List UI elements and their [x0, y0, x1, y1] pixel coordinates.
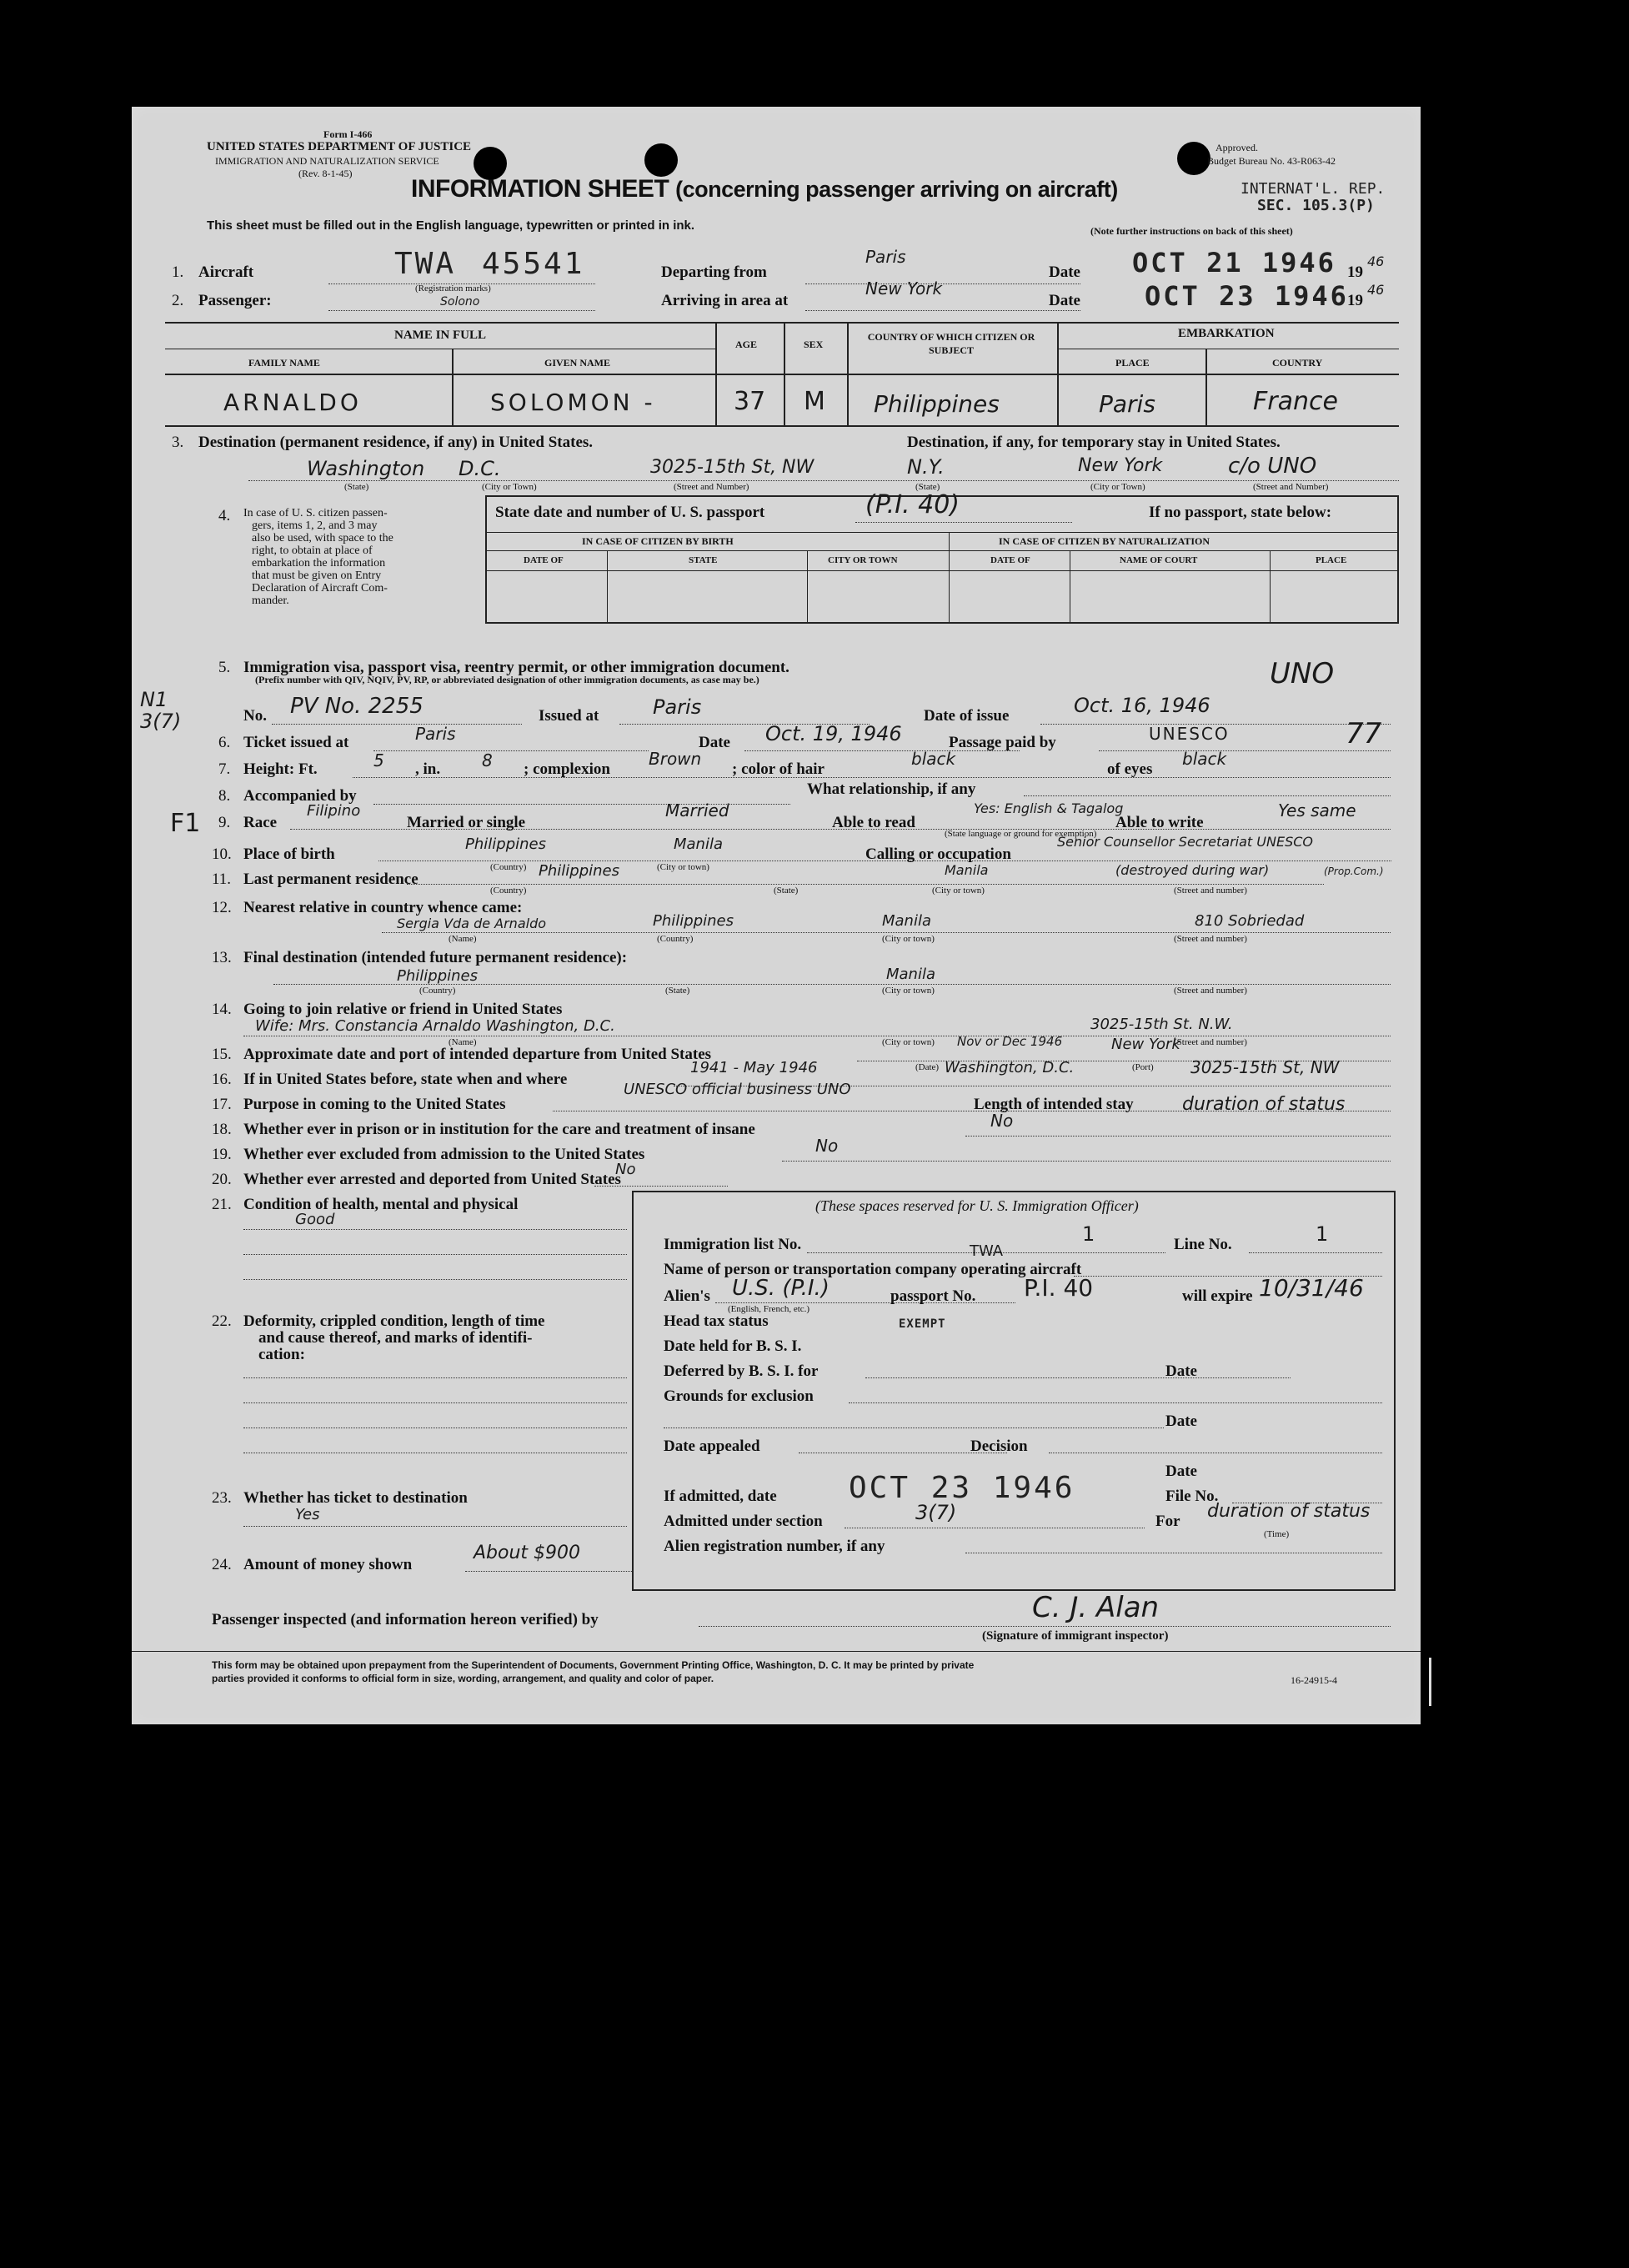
row21-num: 21.	[212, 1196, 232, 1213]
last-res-country: Philippines	[539, 862, 619, 880]
departure-label: Approximate date and port of intended departure from United States	[243, 1046, 712, 1063]
height-ft: 5	[373, 750, 384, 770]
print-note-1: This form may be obtained upon prepayment from the Superintendent of Documents, Government Printing Office, Washington, D. C. It may be printed by private	[212, 1659, 975, 1671]
section-stamp: SEC. 105.3(P)	[1257, 197, 1375, 214]
admitted-date-label: If admitted, date	[664, 1488, 777, 1505]
row24-num: 24.	[212, 1556, 232, 1573]
row19-num: 19.	[212, 1146, 232, 1163]
last-res-country-cap: (Country)	[490, 886, 527, 896]
row16-num: 16.	[212, 1071, 232, 1088]
row14-num: 14.	[212, 1001, 232, 1018]
year1: 46	[1367, 253, 1385, 269]
row5-num: 5.	[218, 659, 231, 676]
ticket-value: Paris	[415, 724, 456, 744]
punch-hole-middle	[644, 143, 678, 177]
destination-label: Destination (permanent residence, if any) in United States.	[198, 434, 594, 451]
age-header: AGE	[735, 339, 758, 350]
birth-city-cap: (City or town)	[657, 862, 709, 872]
stay-value: duration of status	[1182, 1094, 1346, 1115]
service: IMMIGRATION AND NATURALIZATION SERVICE	[215, 155, 439, 167]
dest-street-cap: (Street and Number)	[674, 482, 749, 492]
title-main: INFORMATION SHEET	[411, 175, 669, 203]
relative-name: Sergia Vda de Arnaldo	[397, 916, 547, 931]
grounds-label: Grounds for exclusion	[664, 1387, 814, 1405]
issued-at-label: Issued at	[539, 707, 599, 725]
for-label: For	[1155, 1513, 1180, 1530]
aircraft-stamp: 45541	[482, 247, 585, 281]
passport-label: State date and number of U. S. passport	[495, 504, 765, 521]
nat-place-header: PLACE	[1316, 555, 1347, 565]
dest-street: 3025-15th St, NW	[650, 457, 814, 478]
r4-line: that must be given on Entry	[252, 570, 382, 582]
aircraft-label: Aircraft	[198, 263, 254, 281]
edge-mark	[1429, 1658, 1431, 1706]
relationship-label: What relationship, if any	[807, 780, 976, 798]
row9-num: 9.	[218, 814, 231, 831]
budget-bureau: Budget Bureau No. 43-R063-42	[1207, 155, 1336, 167]
line-no-value: 1	[1316, 1222, 1329, 1246]
deferred-date-label: Date	[1165, 1362, 1197, 1380]
row23-num: 23.	[212, 1489, 232, 1507]
embark-place-value: Paris	[1099, 390, 1155, 418]
for-value: duration of status	[1207, 1501, 1371, 1522]
r4-line: In case of U. S. citizen passen-	[243, 507, 388, 519]
final-dest-city: Manila	[886, 966, 936, 983]
passenger-label: Passenger:	[198, 292, 272, 309]
internat-rep-stamp: INTERNAT'L. REP.	[1241, 180, 1386, 198]
inspected-label: Passenger inspected (and information hereon verified) by	[212, 1611, 599, 1628]
birth-country: Philippines	[465, 835, 546, 853]
complexion-value: Brown	[649, 749, 702, 769]
birth-date-header: DATE OF	[524, 555, 564, 565]
temp-street: c/o UNO	[1228, 454, 1317, 479]
join-name-cap: (Name)	[449, 1037, 477, 1047]
height-in: 8	[482, 750, 493, 770]
before-street: 3025-15th St, NW	[1190, 1057, 1340, 1077]
money-value: About $900	[474, 1543, 581, 1563]
temp-city: New York	[1078, 455, 1163, 476]
officer-header: (These spaces reserved for U. S. Immigration Officer)	[815, 1197, 1139, 1214]
birth-state-header: STATE	[689, 555, 718, 565]
birth-country-cap: (Country)	[490, 862, 527, 872]
arriving-label: Arriving in area at	[661, 292, 789, 309]
prison-value: No	[990, 1111, 1014, 1131]
last-residence-label: Last permanent residence	[243, 871, 419, 888]
race-value: Filipino	[307, 802, 361, 820]
dest-city-cap: (City or Town)	[482, 482, 537, 492]
ticket-label: Ticket issued at	[243, 734, 349, 751]
health-label: Condition of health, mental and physical	[243, 1196, 519, 1213]
issued-at-value: Paris	[653, 695, 702, 719]
head-tax-label: Head tax status	[664, 1312, 769, 1330]
row4-instructions	[243, 507, 393, 607]
grounds-date-label: Date	[1165, 1412, 1197, 1430]
row1-num: 1.	[172, 263, 184, 281]
row2-num: 2.	[172, 292, 184, 309]
dest-city: D.C.	[459, 457, 501, 480]
family-name-header: FAMILY NAME	[248, 357, 320, 369]
operator-label: Name of person or transportation company operating aircraft	[664, 1261, 1082, 1278]
time-cap: (Time)	[1264, 1529, 1290, 1539]
aliens-label: Alien's	[664, 1287, 710, 1305]
purpose-value: UNESCO official business UNO	[624, 1081, 851, 1098]
temp-city-cap: (City or Town)	[1090, 482, 1145, 492]
final-dest-country: Philippines	[397, 967, 478, 985]
final-city-cap: (City or town)	[882, 986, 935, 996]
instructions: This sheet must be filled out in the English language, typewritten or printed in ink.	[207, 218, 695, 233]
visa-label: Immigration visa, passport visa, reentry permit, or other immigration document.	[243, 659, 789, 676]
married-label: Married or single	[407, 814, 526, 831]
eyes-value: black	[1182, 749, 1227, 769]
country-header: COUNTRY OF WHICH CITIZEN OR SUBJECT	[867, 331, 1035, 356]
last-res-street-cap: (Street and number)	[1174, 886, 1247, 896]
ticket-date-label: Date	[699, 734, 730, 751]
date1-label: Date	[1049, 263, 1080, 281]
mark-77: 77	[1346, 717, 1382, 750]
row13-num: 13.	[212, 949, 232, 966]
married-value: Married	[665, 800, 729, 820]
departing-value: Paris	[865, 247, 906, 267]
passenger-value: Solono	[440, 295, 480, 309]
sex-value: M	[804, 387, 825, 416]
purpose-label: Purpose in coming to the United States	[243, 1096, 506, 1113]
relative-name-cap: (Name)	[449, 934, 477, 944]
given-name-header: GIVEN NAME	[544, 357, 611, 369]
title-sub: (concerning passenger arriving on aircraft)	[675, 177, 1118, 202]
race-label: Race	[243, 814, 278, 831]
form-code: 16-24915-4	[1291, 1674, 1337, 1686]
r4-line: gers, items 1, 2, and 3 may	[252, 519, 378, 532]
line-no-label: Line No.	[1174, 1236, 1232, 1253]
last-res-state-cap: (State)	[774, 886, 799, 896]
date1-stamp: OCT 21 1946	[1132, 247, 1336, 278]
excluded-label: Whether ever excluded from admission to the United States	[243, 1146, 645, 1163]
hair-label: ; color of hair	[732, 760, 825, 778]
visa-uno: UNO	[1270, 657, 1335, 690]
departure-port: New York	[1111, 1036, 1180, 1053]
complexion-label: ; complexion	[524, 760, 610, 778]
row6-num: 6.	[218, 734, 231, 751]
embarkation-header: EMBARKATION	[1178, 327, 1275, 340]
family-name-value: ARNALDO	[223, 389, 362, 416]
nat-court-header: NAME OF COURT	[1120, 555, 1198, 565]
read-value: Yes: English & Tagalog	[974, 800, 1124, 816]
paid-by-label: Passage paid by	[949, 734, 1056, 751]
departure-date-cap: (Date)	[915, 1062, 940, 1072]
expire-label: will expire	[1182, 1287, 1253, 1305]
ticket-dest-value: Yes	[295, 1506, 320, 1523]
relative-street-cap: (Street and number)	[1174, 934, 1247, 944]
name-in-full-header: NAME IN FULL	[394, 329, 487, 342]
citizen-by-naturalization: IN CASE OF CITIZEN BY NATURALIZATION	[999, 535, 1210, 547]
held-label: Date held for B. S. I.	[664, 1337, 802, 1355]
join-label: Going to join relative or friend in United States	[243, 1001, 563, 1018]
money-label: Amount of money shown	[243, 1556, 413, 1573]
final-country-cap: (Country)	[419, 986, 456, 996]
last-res-street: (destroyed during war)	[1115, 862, 1270, 878]
section-label: Admitted under section	[664, 1513, 823, 1530]
stay-label: Length of intended stay	[974, 1096, 1134, 1113]
row18-num: 18.	[212, 1121, 232, 1138]
row4-num: 4.	[218, 507, 231, 524]
relative-country: Philippines	[653, 912, 734, 930]
aircraft-value: TWA	[394, 247, 457, 281]
last-res-city-cap: (City or town)	[932, 886, 985, 896]
admitted-date-stamp: OCT 23 1946	[849, 1471, 1075, 1505]
before-label: If in United States before, state when and where	[243, 1071, 568, 1088]
alien-passport-value: P.I. 40	[1024, 1274, 1094, 1302]
date-of-issue-label: Date of issue	[924, 707, 1010, 725]
deported-label: Whether ever arrested and deported from United States	[243, 1171, 621, 1188]
aliens-value: U.S. (P.I.)	[732, 1276, 830, 1301]
file-no-label: File No.	[1165, 1488, 1219, 1505]
departure-port-cap: (Port)	[1132, 1062, 1154, 1072]
deformity-label-3: cation:	[258, 1346, 305, 1363]
year1-prefix: 19	[1347, 263, 1363, 281]
appealed-label: Date appealed	[664, 1438, 760, 1455]
departure-value: Nov or Dec 1946	[957, 1034, 1063, 1049]
row22-num: 22.	[212, 1312, 232, 1330]
expire-value: 10/31/46	[1259, 1274, 1364, 1302]
date2-stamp: OCT 23 1946	[1145, 280, 1349, 312]
departing-label: Departing from	[661, 263, 767, 281]
r4-line: mander.	[252, 595, 289, 607]
birth-city: Manila	[674, 835, 724, 853]
join-street-cap: (Street and number)	[1174, 1037, 1247, 1047]
visa-no-value: PV No. 2255	[290, 694, 424, 719]
department: UNITED STATES DEPARTMENT OF JUSTICE	[207, 140, 472, 153]
form-sheet	[132, 107, 1421, 1724]
join-city-cap: (City or town)	[882, 1037, 935, 1047]
margin-note-n1: N1 3(7)	[140, 688, 182, 733]
alien-passport-label: passport No.	[890, 1287, 976, 1305]
relative-country-cap: (Country)	[657, 934, 694, 944]
row11-num: 11.	[212, 871, 232, 888]
decision-date-label: Date	[1165, 1463, 1197, 1480]
dest-state: Washington	[307, 457, 425, 480]
last-res-extra: (Prop.Com.)	[1324, 866, 1384, 877]
relative-label: Nearest relative in country whence came:	[243, 899, 523, 916]
eyes-label: of eyes	[1107, 760, 1153, 778]
row7-num: 7.	[218, 760, 231, 778]
excluded-value: No	[815, 1136, 839, 1156]
birth-city-header: CITY OR TOWN	[828, 555, 898, 565]
relative-street: 810 Sobriedad	[1195, 912, 1305, 930]
height-in-label: , in.	[415, 760, 441, 778]
given-name-value: SOLOMON -	[490, 389, 656, 416]
r4-line: right, to obtain at place of	[252, 544, 373, 557]
deported-value: No	[615, 1161, 636, 1178]
row8-num: 8.	[218, 787, 231, 805]
passport-value: (P.I. 40)	[865, 490, 960, 519]
alien-reg-label: Alien registration number, if any	[664, 1538, 885, 1555]
embark-country-value: France	[1253, 387, 1338, 416]
aircraft-caption: (Registration marks)	[415, 284, 491, 294]
write-value: Yes same	[1278, 800, 1356, 820]
form-number: Form I-466	[323, 128, 373, 140]
ticket-date-value: Oct. 19, 1946	[765, 722, 902, 745]
temp-state: N.Y.	[907, 455, 945, 479]
row10-num: 10.	[212, 845, 232, 863]
section-value: 3(7)	[915, 1501, 957, 1524]
place-header: PLACE	[1115, 357, 1150, 369]
dest-state-cap: (State)	[344, 482, 369, 492]
operator-value: TWA	[970, 1242, 1004, 1260]
aliens-sub: (English, French, etc.)	[728, 1304, 810, 1314]
accompanied-label: Accompanied by	[243, 787, 357, 805]
ecountry-header: COUNTRY	[1272, 357, 1323, 369]
list-no-label: Immigration list No.	[664, 1236, 802, 1253]
row20-num: 20.	[212, 1171, 232, 1188]
form-title	[411, 175, 1118, 203]
r4-line: also be used, with space to the	[252, 532, 393, 544]
final-dest-label: Final destination (intended future permanent residence):	[243, 949, 628, 966]
date2-label: Date	[1049, 292, 1080, 309]
row17-num: 17.	[212, 1096, 232, 1113]
height-label: Height: Ft.	[243, 760, 318, 778]
punch-hole-right	[1177, 142, 1210, 175]
health-value: Good	[295, 1211, 335, 1228]
final-state-cap: (State)	[665, 986, 690, 996]
temp-destination-label: Destination, if any, for temporary stay in United States.	[907, 434, 1281, 451]
head-tax-value: EXEMPT	[899, 1317, 946, 1331]
relative-city: Manila	[882, 912, 932, 930]
before-where: Washington, D.C.	[945, 1059, 1075, 1076]
hair-value: black	[911, 749, 956, 769]
before-value: 1941 - May 1946	[690, 1059, 818, 1076]
paid-by-value: UNESCO	[1149, 724, 1230, 744]
arriving-value: New York	[865, 278, 943, 299]
citizen-by-birth: IN CASE OF CITIZEN BY BIRTH	[582, 535, 734, 547]
row12-num: 12.	[212, 899, 232, 916]
final-street-cap: (Street and number)	[1174, 986, 1247, 996]
citizen-country-value: Philippines	[874, 390, 1000, 418]
decision-label: Decision	[970, 1438, 1028, 1455]
deferred-label: Deferred by B. S. I. for	[664, 1362, 819, 1380]
year2: 46	[1367, 282, 1385, 298]
r4-line: Declaration of Aircraft Com-	[252, 582, 388, 595]
print-note-2: parties provided it conforms to official form in size, wording, arrangement, and quality and color of paper.	[212, 1673, 714, 1684]
ticket-dest-label: Whether has ticket to destination	[243, 1489, 468, 1507]
r4-line: embarkation the information	[252, 557, 386, 570]
no-passport-label: If no passport, state below:	[1149, 504, 1332, 521]
deformity-label-2: and cause thereof, and marks of identifi-	[258, 1329, 533, 1347]
deformity-label-1: Deformity, crippled condition, length of time	[243, 1312, 545, 1330]
occupation-value: Senior Counsellor Secretariat UNESCO	[1057, 834, 1313, 850]
visa-no-label: No.	[243, 707, 267, 725]
write-label: Able to write	[1115, 814, 1204, 831]
read-sub: (State language or ground for exemption)	[945, 829, 1097, 839]
revision: (Rev. 8-1-45)	[298, 168, 353, 179]
age-value: 37	[734, 387, 766, 416]
date-of-issue-value: Oct. 16, 1946	[1074, 694, 1210, 717]
birthplace-label: Place of birth	[243, 845, 335, 863]
nat-date-header: DATE OF	[990, 555, 1030, 565]
row3-num: 3.	[172, 434, 184, 451]
approved-label: Approved.	[1215, 142, 1258, 153]
temp-street-cap: (Street and Number)	[1253, 482, 1329, 492]
inspector-signature: C. J. Alan	[1032, 1591, 1160, 1624]
relative-city-cap: (City or town)	[882, 934, 935, 944]
read-label: Able to read	[832, 814, 915, 831]
sex-header: SEX	[804, 339, 824, 350]
join-value: Wife: Mrs. Constancia Arnaldo Washington, D.C.	[255, 1017, 615, 1035]
visa-sub: (Prefix number with QIV, NQIV, PV, RP, or abbreviated designation of other immigration documents, as case may be.)	[255, 674, 759, 685]
instructions-right: (Note further instructions on back of this sheet)	[1090, 225, 1293, 237]
margin-note-f1: F1	[170, 809, 201, 838]
year2-prefix: 19	[1347, 292, 1363, 309]
prison-label: Whether ever in prison or in institution for the care and treatment of insane	[243, 1121, 755, 1138]
last-res-city: Manila	[945, 862, 989, 878]
occupation-label: Calling or occupation	[865, 845, 1011, 863]
signature-caption: (Signature of immigrant inspector)	[982, 1629, 1169, 1643]
list-no-value: 1	[1082, 1222, 1095, 1246]
join-street: 3025-15th St. N.W.	[1090, 1016, 1233, 1033]
row15-num: 15.	[212, 1046, 232, 1063]
temp-state-cap: (State)	[915, 482, 940, 492]
